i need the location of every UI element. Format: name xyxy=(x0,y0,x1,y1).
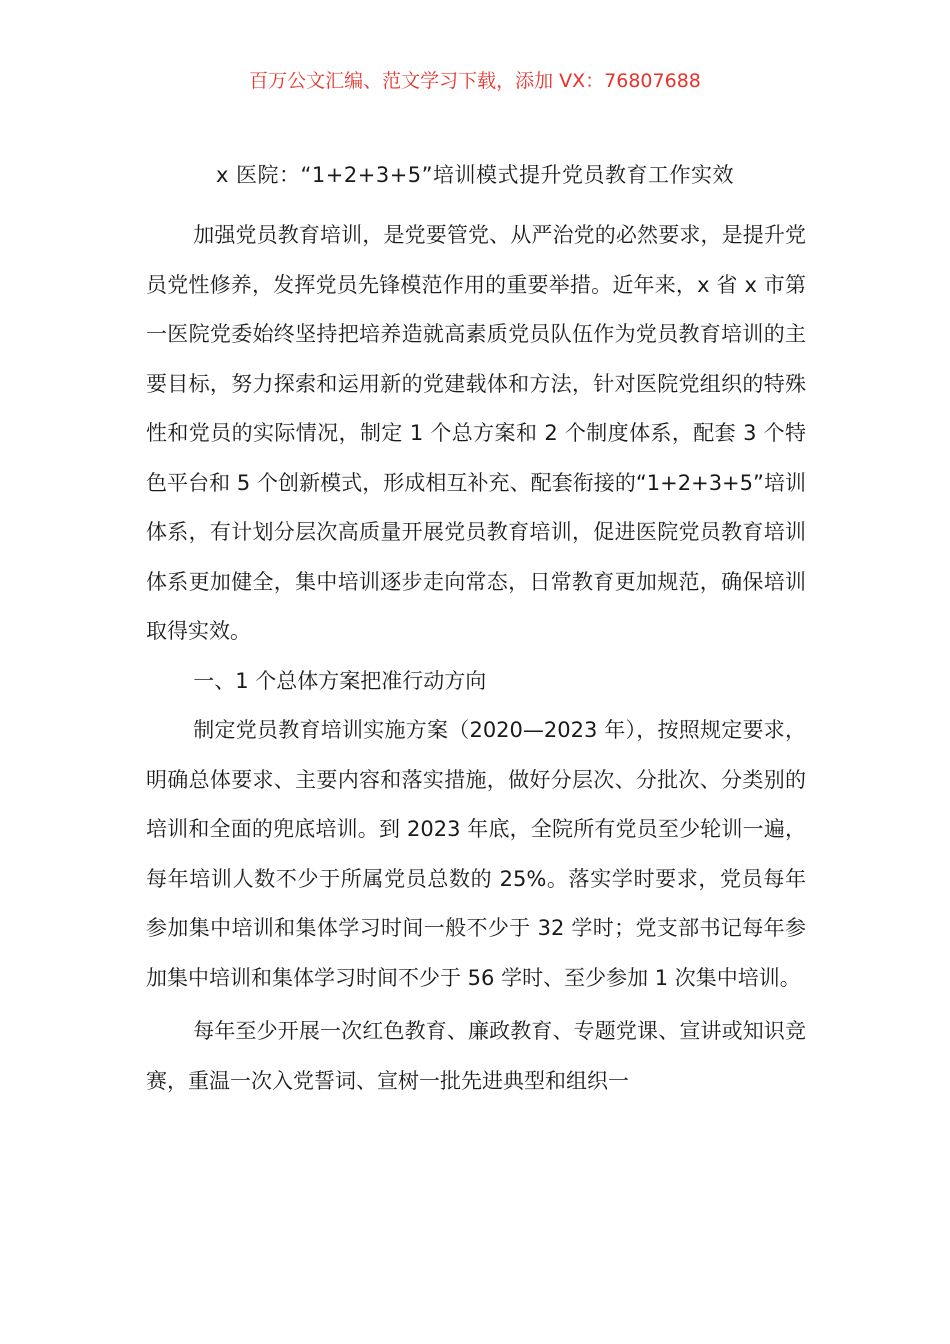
paragraph-intro: 加强党员教育培训，是党要管党、从严治党的必然要求，是提升党员党性修养，发挥党员先锋模范作用的重要举措。近年来，x 省 x 市第一医院党委始终坚持把培养造就高素质党员队伍作为党员教育培训的主要目标，努力探索和运用新的党建载体和方法，针对医院党组织的特殊性和党员的实际情况，制定 1 个总方案和 2 个制度体系，配套 3 个特色平台和 5 个创新模式，形成相互补充、配套衔接的“1+2+3+5”培训体系，有计划分层次高质量开展党员教育培训，促进医院党员教育培训体系更加健全，集中培训逐步走向常态，日常教育更加规范，确保培训取得实效。 xyxy=(146,223,806,643)
watermark-header: 百万公文汇编、范文学习下载，添加 VX：76807688 xyxy=(249,70,701,92)
document-body xyxy=(146,211,806,1106)
paragraph-plan: 制定党员教育培训实施方案（2020—2023 年），按照规定要求，明确总体要求、主要内容和落实措施，做好分层次、分批次、分类别的培训和全面的兜底培训。到 2023 年底，全院所有党员至少轮训一遍，每年培训人数不少于所属党员总数的 25%。落实学时要求，党员每年参加集中培训和集体学习时间一般不少于 32 学时；党支部书记每年参加集中培训和集体学习时间不少于 56 学时、至少参加 1 次集中培训。 xyxy=(146,718,806,990)
section-heading-1: 一、1 个总体方案把准行动方向 xyxy=(193,668,487,693)
document-title: x 医院：“1+2+3+5”培训模式提升党员教育工作实效 xyxy=(215,163,735,187)
paragraph-activities: 每年至少开展一次红色教育、廉政教育、专题党课、宣讲或知识竞赛，重温一次入党誓词、宣树一批先进典型和组织一 xyxy=(146,1019,806,1093)
